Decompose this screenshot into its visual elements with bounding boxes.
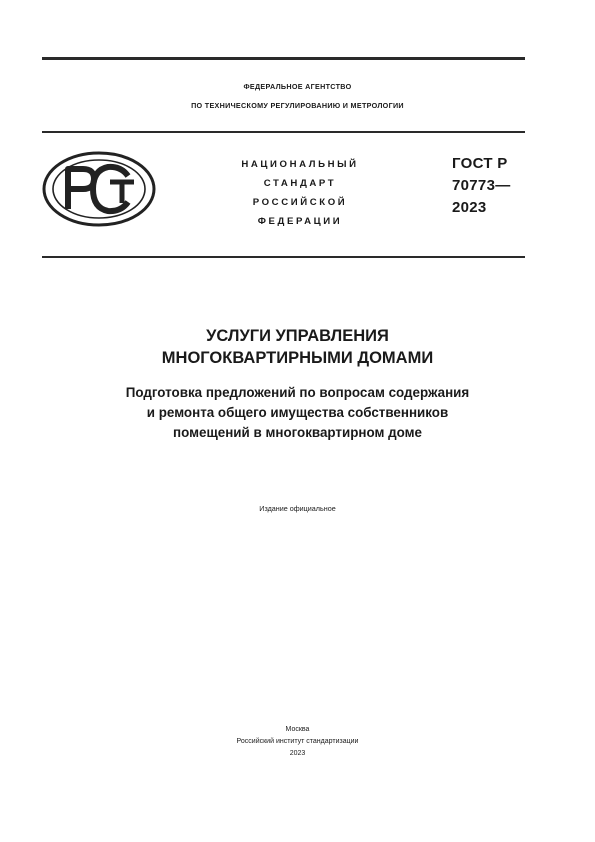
rst-logo-icon <box>40 149 158 229</box>
subtitle-line-1: Подготовка предложений по вопросам содержания <box>125 385 470 400</box>
subtitle-line-3: помещений в многоквартирном доме <box>173 425 422 440</box>
subtitle-line-2: и ремонта общего имущества собственников <box>146 405 449 420</box>
middle-rule <box>42 256 525 258</box>
agency-line-1: ФЕДЕРАЛЬНОЕ АГЕНТСТВО <box>243 82 352 91</box>
title-line-1: УСЛУГИ УПРАВЛЕНИЯ <box>206 327 389 345</box>
standard-type-line-3: РОССИЙСКОЙ <box>252 197 348 208</box>
edition-note: Издание официальное <box>259 504 336 513</box>
imprint-publisher: Российский институт стандартизации <box>236 738 359 745</box>
document-title <box>0 325 595 369</box>
top-rule <box>42 57 525 60</box>
header-divider <box>42 131 525 133</box>
standard-type-line-4: ФЕДЕРАЦИИ <box>257 216 343 227</box>
agency-line-2: ПО ТЕХНИЧЕСКОМУ РЕГУЛИРОВАНИЮ И МЕТРОЛОГИИ <box>191 101 404 110</box>
standard-type-line-2: СТАНДАРТ <box>263 178 337 189</box>
standard-designation <box>452 153 542 219</box>
designation-line-3: 2023 <box>452 199 487 216</box>
imprint <box>0 724 595 760</box>
designation-line-1: ГОСТ Р <box>452 155 508 172</box>
standard-type-line-1: НАЦИОНАЛЬНЫЙ <box>241 159 359 170</box>
designation-line-2: 70773— <box>452 177 511 194</box>
title-line-2: МНОГОКВАРТИРНЫМИ ДОМАМИ <box>161 349 434 367</box>
imprint-city: Москва <box>285 726 310 733</box>
document-subtitle <box>0 383 595 443</box>
imprint-year: 2023 <box>289 750 306 757</box>
